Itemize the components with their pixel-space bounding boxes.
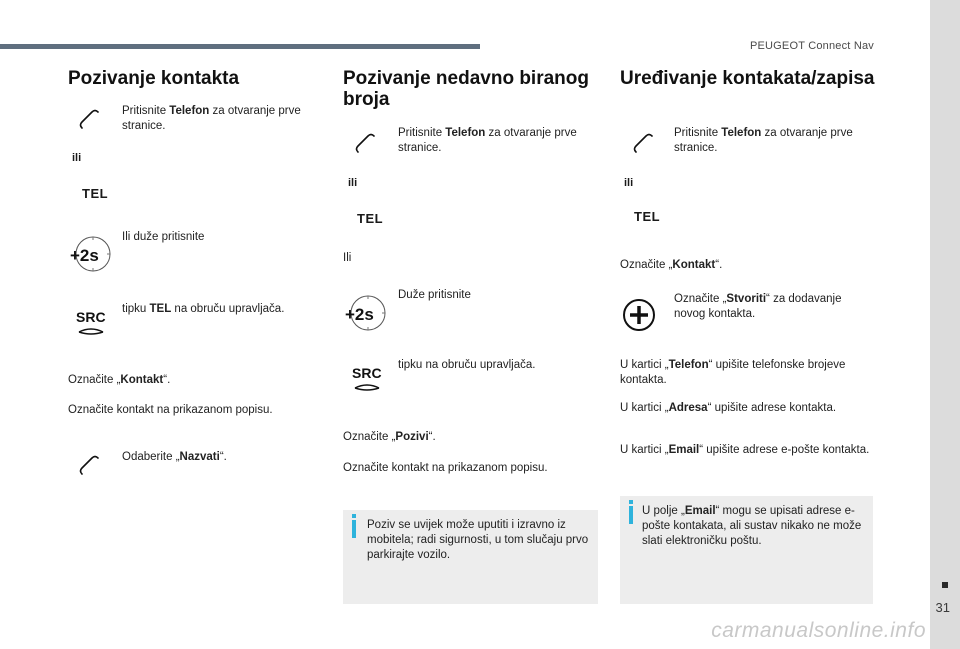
step-long-press: Duže pritisnite	[398, 289, 471, 301]
select-contact-text: Označite „Kontakt“.	[68, 374, 171, 386]
info-note	[343, 510, 598, 604]
page-number: 31	[935, 600, 950, 615]
step-long-press: Ili duže pritisnite	[122, 231, 205, 243]
info-icon	[629, 506, 633, 524]
tel-button-label: TEL	[634, 209, 661, 224]
step-open-phone: Pritisnite Telefon za otvaranje prve stranice.	[398, 127, 577, 154]
info-note-text: Poziv se uvijek može uputiti i izravno iz mobitela; radi sigurnosti, u tom slučaju prvo parkirajte vozilo.	[367, 519, 589, 561]
select-from-list-text: Označite kontakt na prikazanom popisu.	[68, 404, 273, 416]
select-contact-text: Označite „Kontakt“.	[620, 259, 723, 271]
or-label: ili	[348, 177, 358, 189]
section-title-edit-contacts: Uređivanje kontakata/zapisa	[620, 68, 875, 89]
or-label: ili	[624, 177, 634, 189]
email-tab-text: U kartici „Email“ upišite adrese e-pošte kontakta.	[620, 444, 870, 456]
plus-circle-icon	[622, 298, 656, 332]
tel-button-label: TEL	[82, 186, 109, 201]
section-title-recent-call: Pozivanje nedavno biranog broja	[343, 68, 589, 110]
svg-text:SRC: SRC	[352, 365, 382, 381]
watermark: carmanualsonline.info	[711, 619, 926, 642]
or-label: ili	[72, 152, 82, 164]
long-press-2s-icon	[68, 234, 112, 274]
header-rule	[0, 44, 480, 49]
step-create-contact: Označite „Stvoriti“ za dodavanje novog kontakta.	[674, 293, 842, 320]
info-icon	[352, 520, 356, 538]
step-press-steering: tipku na obruču upravljača.	[398, 359, 536, 371]
brand-label: PEUGEOT Connect Nav	[749, 40, 874, 52]
phone-handset-icon	[76, 452, 104, 480]
info-note-text: U polje „Email“ mogu se upisati adrese e-pošte kontakata, ali sustav nikako ne može slati elektroničku poštu.	[642, 505, 862, 547]
svg-text:+2s: +2s	[345, 305, 374, 324]
page-sidebar	[930, 0, 960, 649]
select-from-list-text: Označite kontakt na prikazanom popisu.	[343, 462, 548, 474]
phone-tab-text: U kartici „Telefon“ upišite telefonske brojeve kontakta.	[620, 359, 846, 386]
src-steering-button-icon	[350, 362, 384, 398]
step-call: Odaberite „Nazvati“.	[122, 451, 227, 463]
svg-text:+2s: +2s	[70, 246, 99, 265]
info-note	[620, 496, 873, 604]
tel-button-label: TEL	[357, 211, 384, 226]
phone-handset-icon	[352, 130, 380, 158]
phone-handset-icon	[630, 130, 658, 158]
select-calls-text: Označite „Pozivi“.	[343, 431, 436, 443]
step-open-phone: Pritisnite Telefon za otvaranje prve stranice.	[674, 127, 853, 154]
address-tab-text: U kartici „Adresa“ upišite adrese kontakta.	[620, 402, 837, 414]
or-label-alt: Ili	[343, 252, 352, 264]
long-press-2s-icon	[343, 293, 387, 333]
svg-text:SRC: SRC	[76, 309, 106, 325]
step-open-phone: Pritisnite Telefon za otvaranje prve stranice.	[122, 105, 301, 132]
section-title-call-contact: Pozivanje kontakta	[68, 68, 240, 89]
page-marker	[942, 582, 948, 588]
src-steering-button-icon	[74, 306, 108, 342]
step-press-tel: tipku TEL na obruču upravljača.	[122, 303, 285, 315]
phone-handset-icon	[76, 106, 104, 134]
